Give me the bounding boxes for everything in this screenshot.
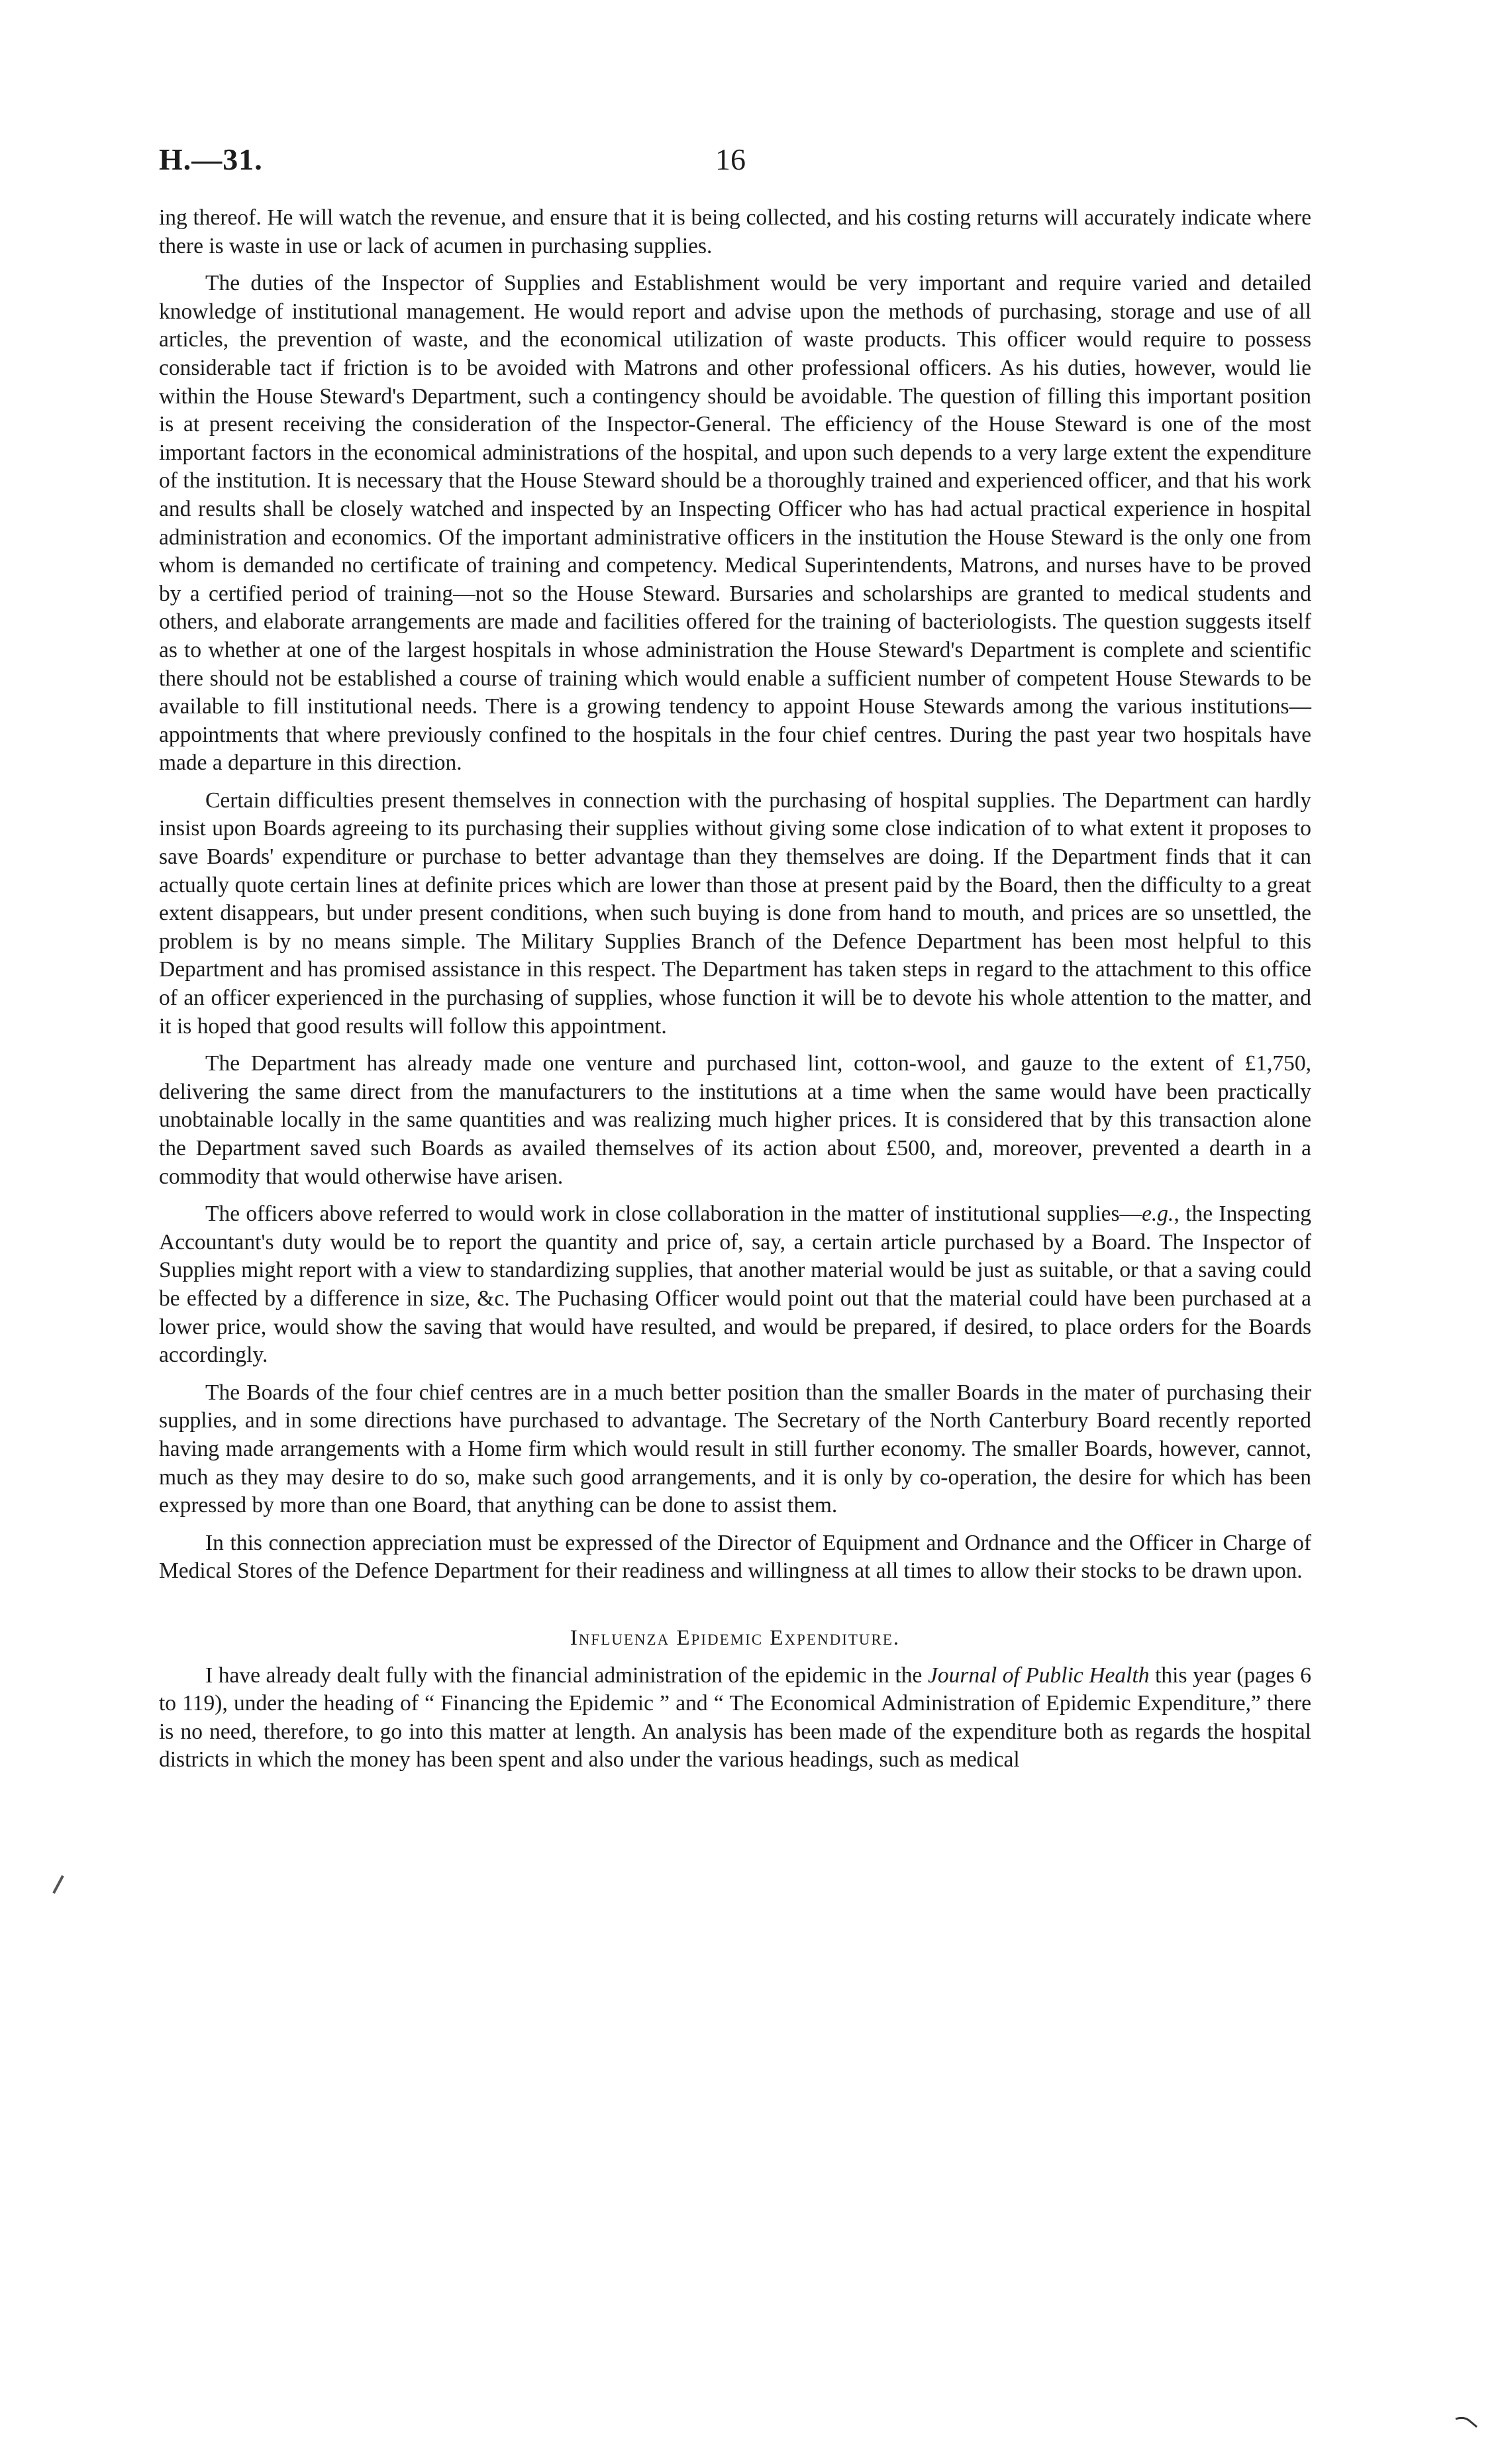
body-text [159,204,1311,1774]
paragraph-department-venture: The Department has already made one venture and purchased lint, cotton-wool, and gauze to the extent of £1,750, delivering the same direct from the manufacturers to the institutions at a time when the same would have been practically unobtainable locally in the same quantities and was realizing much higher prices. It is considered that by this transaction alone the Department saved such Boards as availed themselves of its action about £500, and, moreover, prevented a dearth in a commodity that would otherwise have arisen. [159,1051,1311,1189]
journal-title: Journal of Public Health [927,1663,1150,1688]
corner-pencil-mark [1454,2415,1478,2428]
section-heading: Influenza Epidemic Expenditure. [570,1625,901,1650]
eg-abbreviation: e.g. [1142,1202,1174,1227]
page-header [159,142,1338,188]
paragraph-appreciation: In this connection appreciation must be expressed of the Director of Equipment and Ordnance and the Officer in Charge of Medical Stores of the Defence Department for their readiness and willingness at all times to allow their stocks to be drawn upon. [159,1530,1311,1584]
paragraph-inspector-duties: The duties of the Inspector of Supplies and Establishment would be very important and require varied and detailed knowledge of institutional management. He would report and advise upon the methods of purchasing, storage and use of all articles, the prevention of waste, and the economical utilization of waste products. This officer would require to possess considerable tact if friction is to be avoided with Matrons and other professional officers. As his duties, however, would lie within the House Steward's Department, such a contingency should be avoidable. The question of filling this important position is at present receiving the consideration of the Inspector-General. The efficiency of the House Steward is one of the most important factors in the economical administrations of the hospital, and upon such depends to a very large extent the expenditure of the institution. It is necessary that the House Steward should be a thoroughly trained and experienced officer, and that his work and results shall be closely watched and inspected by an Inspecting Officer who has had actual practical experience in hospital administration and economics. Of the important administrative officers in the institution the House Steward is the only one from whom is demanded no certificate of training and competency. Medical Superintendents, Matrons, and nurses have to be proved by a certified period of training—not so the House Steward. Bursaries and scholarships are granted to medical students and others, and elaborate arrangements are made and facilities offered for the training of bacteriologists. The question suggests itself as to whether at one of the largest hospitals in whose administration the House Steward's Department is complete and scientific there should not be established a course of training which would enable a sufficient number of competent House Stewards to be available to fill institutional needs. There is a growing tendency to appoint House Stewards among the various institutions—appointments that where previously confined to the hospitals in the four chief centres. During the past year two hospitals have made a departure in this direction. [159,271,1311,776]
paragraph-chief-centres: The Boards of the four chief centres are in a much better position than the smaller Boards in the mater of purchasing their supplies, and in some directions have purchased to advantage. The Secretary of the North Canterbury Board recently reported having made arrangements with a Home firm which would result in still further economy. The smaller Boards, however, cannot, much as they may desire to do so, make such good arrangements, and it is only by co-operation, the desire for which has been expressed by more than one Board, that anything can be done to assist them. [159,1380,1311,1518]
margin-pencil-mark [52,1875,64,1894]
paragraph-officers-collaboration: The officers above referred to would work in close collaboration in the matter of institutional supplies—e.g., the Inspecting Accountant's duty would be to report the quantity and price of, say, a certain article purchased by a Board. The Inspector of Supplies might report with a view to standardizing supplies, that another material would be just as suitable, or that a saving could be effected by a difference in size, &c. The Puchasing Officer would point out that the material could have been purchased at a lower price, would show the saving that would have resulted, and would be prepared, if desired, to place orders for the Boards accordingly. [159,1202,1311,1368]
paragraph-influenza: I have already dealt fully with the financial administration of the epidemic in the Journal of Public Health this year (pages 6 to 119), under the heading of “ Financing the Epidemic ” and “ The Economical Administration of Epidemic Expenditure,” there is no need, therefore, to go into this matter at length. An analysis has been made of the expenditure both as regards the hospital districts in which the money has been spent and also under the various headings, such as medical [159,1663,1311,1772]
paragraph-continuation: ing thereof. He will watch the revenue, and ensure that it is being collected, and his costing returns will accurately indicate where there is waste in use or lack of acumen in purchasing supplies. [159,205,1311,258]
paragraph-purchasing-difficulties: Certain difficulties present themselves in connection with the purchasing of hospital supplies. The Department can hardly insist upon Boards agreeing to its purchasing their supplies without giving some close indication of to what extent it proposes to save Boards' expenditure or purchase to better advantage than they themselves are doing. If the Department finds that it can actually quote certain lines at definite prices which are lower than those at present paid by the Board, then the difficulty to a great extent disappears, but under present conditions, when such buying is done from hand to mouth, and prices are so unsettled, the problem is by no means simple. The Military Supplies Branch of the Defence Department has been most helpful to this Department and has promised assistance in this respect. The Department has taken steps in regard to the attachment to this office of an officer experienced in the purchasing of supplies, whose function it will be to devote his whole attention to the matter, and it is hoped that good results will follow this appointment. [159,788,1311,1039]
page-number: 16 [715,142,746,176]
document-reference: H.—31. [159,142,263,176]
